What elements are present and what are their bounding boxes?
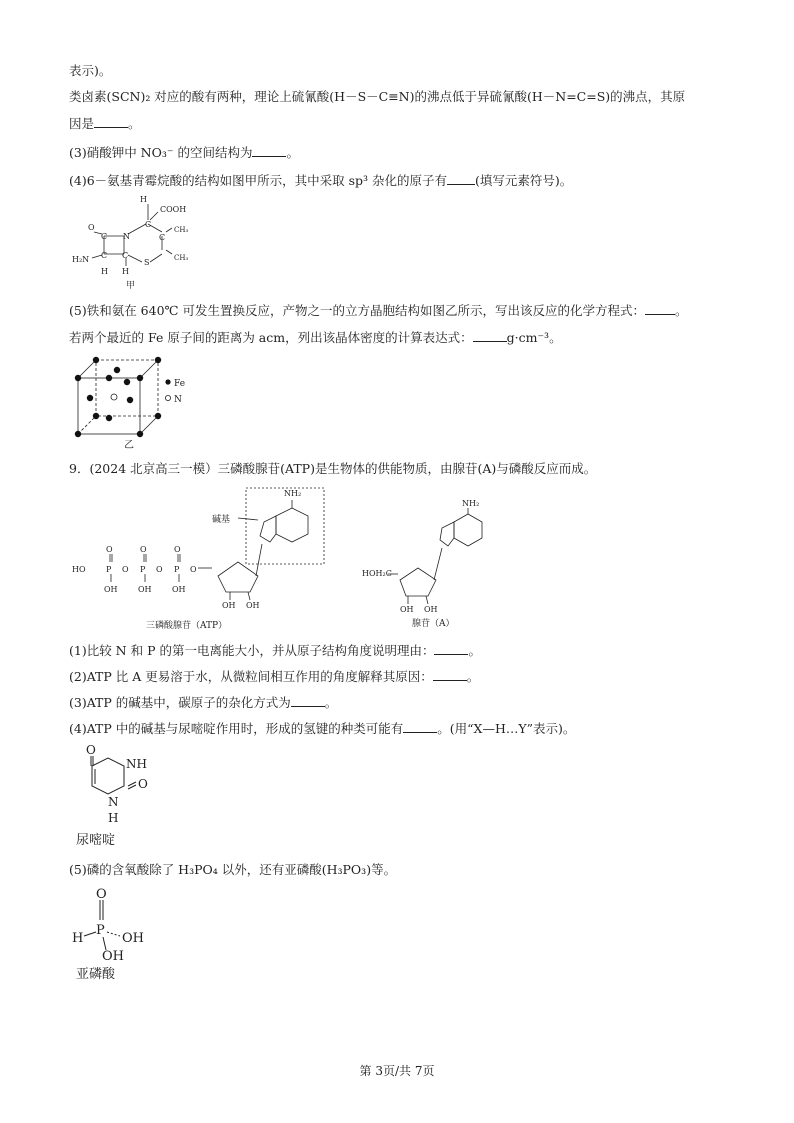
jia-h-right: H (122, 267, 129, 276)
question-9-2: (2)ATP 比 A 更易溶于水，从微粒间相互作用的角度解释其原因： 。 (69, 669, 480, 684)
yi-caption: 乙 (124, 440, 134, 451)
jia-caption: 甲 (126, 281, 136, 291)
figure-jia-6apa (70, 192, 200, 292)
svg-text:O: O (156, 565, 163, 574)
svg-text:O: O (122, 565, 129, 574)
jia-ch3-2: CH₃ (174, 254, 189, 262)
page-footer: 第 3页/共 7页 (359, 1064, 435, 1078)
legend-fe: Fe (174, 379, 186, 389)
answer-blank[interactable] (403, 720, 437, 733)
svg-text:OH: OH (400, 605, 414, 614)
uracil-h: H (108, 811, 119, 825)
jia-c1: C (101, 232, 108, 241)
question-9-3: (3)ATP 的碱基中，碳原子的杂化方式为 。 (69, 695, 338, 710)
jia-c5: C (122, 251, 129, 260)
text-line-2: 类卤素(SCN)₂ 对应的酸有两种，理论上硫氰酸(H－S－C≡N)的沸点低于异硫氰酸(H－N=C=S)的沸点，其原 (69, 89, 686, 104)
answer-blank[interactable] (473, 329, 507, 342)
svg-text:P: P (106, 565, 112, 574)
text-line-1: 表示)。 (69, 63, 112, 78)
svg-text:O: O (190, 565, 197, 574)
question-9-5: (5)磷的含氧酸除了 H₃PO₄ 以外，还有亚磷酸(H₃PO₃)等。 (69, 862, 397, 877)
h3po3-caption: 亚磷酸 (76, 967, 116, 982)
text-line-density: 若两个最近的 Fe 原子间的距离为 acm，列出该晶体密度的计算表达式： g·cm⁻³。 (69, 330, 562, 345)
svg-text:OH: OH (172, 585, 186, 594)
answer-blank[interactable] (291, 694, 325, 707)
answer-blank[interactable] (433, 668, 467, 681)
uracil-o-top: O (86, 743, 96, 757)
svg-text:O: O (140, 545, 147, 554)
a-hoch2: HOH₂C (362, 569, 392, 578)
legend-n: N (174, 395, 182, 405)
answer-blank[interactable] (645, 302, 675, 315)
h3po3-oh2: OH (102, 949, 124, 964)
uracil-nh: NH (126, 757, 147, 771)
atp-base-label: 碱基 (212, 515, 231, 525)
jia-h-left: H (101, 267, 108, 276)
atp-nh2: NH₂ (284, 489, 302, 498)
question-3: (3)硝酸钾中 NO₃⁻ 的空间结构为 。 (69, 145, 299, 160)
atp-caption: 三磷酸腺苷（ATP） (146, 621, 228, 631)
a-caption: 腺苷（A） (412, 619, 455, 629)
uracil-o-right: O (138, 777, 148, 791)
uracil-caption: 尿嘧啶 (76, 833, 116, 848)
svg-text:O: O (174, 545, 181, 554)
question-9-4: (4)ATP 中的碱基与尿嘧啶作用时，形成的氢键的种类可能有 。(用“X—H…Y”表示)。 (69, 721, 576, 736)
answer-blank[interactable] (447, 172, 475, 185)
jia-s: S (144, 258, 150, 267)
figure-adenosine (360, 500, 500, 630)
h3po3-p: P (96, 923, 105, 938)
svg-text:OH: OH (104, 585, 118, 594)
answer-blank[interactable] (252, 144, 286, 157)
question-9-1: (1)比较 N 和 P 的第一电离能大小，并从原子结构角度说明理由： 。 (69, 643, 481, 658)
figure-yi-unit-cell (72, 352, 202, 452)
figure-uracil (70, 742, 160, 852)
jia-c3: C (159, 233, 166, 242)
figure-h3po3 (70, 884, 160, 984)
jia-h-top: H (140, 195, 147, 204)
jia-n: N (123, 232, 130, 241)
svg-text:OH: OH (138, 585, 152, 594)
svg-text:OH: OH (246, 601, 260, 610)
text-line-3: 因是 。 (69, 116, 141, 131)
question-9-stem: 9．(2024 北京高三一模）三磷酸腺苷(ATP)是生物体的供能物质，由腺苷(A)与磷酸反应而成。 (69, 461, 597, 476)
svg-text:OH: OH (424, 605, 438, 614)
svg-text:O: O (106, 545, 113, 554)
answer-blank[interactable] (94, 115, 128, 128)
figure-atp (70, 486, 360, 636)
svg-text:HO: HO (72, 565, 86, 574)
jia-o: O (88, 223, 95, 232)
jia-c2: C (145, 220, 152, 229)
h3po3-h: H (72, 931, 84, 946)
jia-c4: C (101, 251, 108, 260)
svg-text:P: P (140, 565, 146, 574)
jia-h2n: H₂N (72, 255, 90, 264)
question-4: (4)6－氨基青霉烷酸的结构如图甲所示，其中采取 sp³ 杂化的原子有 (填写元素符号)。 (69, 173, 573, 188)
svg-text:P: P (174, 565, 180, 574)
jia-ch3-1: CH₃ (174, 226, 189, 234)
svg-text:OH: OH (222, 601, 236, 610)
answer-blank[interactable] (434, 642, 468, 655)
h3po3-oh1: OH (122, 931, 144, 946)
question-5: (5)铁和氨在 640℃ 可发生置换反应，产物之一的立方晶胞结构如图乙所示，写出该反应的化学方程式： 。 (69, 303, 688, 318)
h3po3-o: O (96, 887, 107, 902)
uracil-n: N (108, 795, 119, 809)
jia-cooh: COOH (160, 205, 187, 214)
a-nh2: NH₂ (462, 499, 480, 508)
